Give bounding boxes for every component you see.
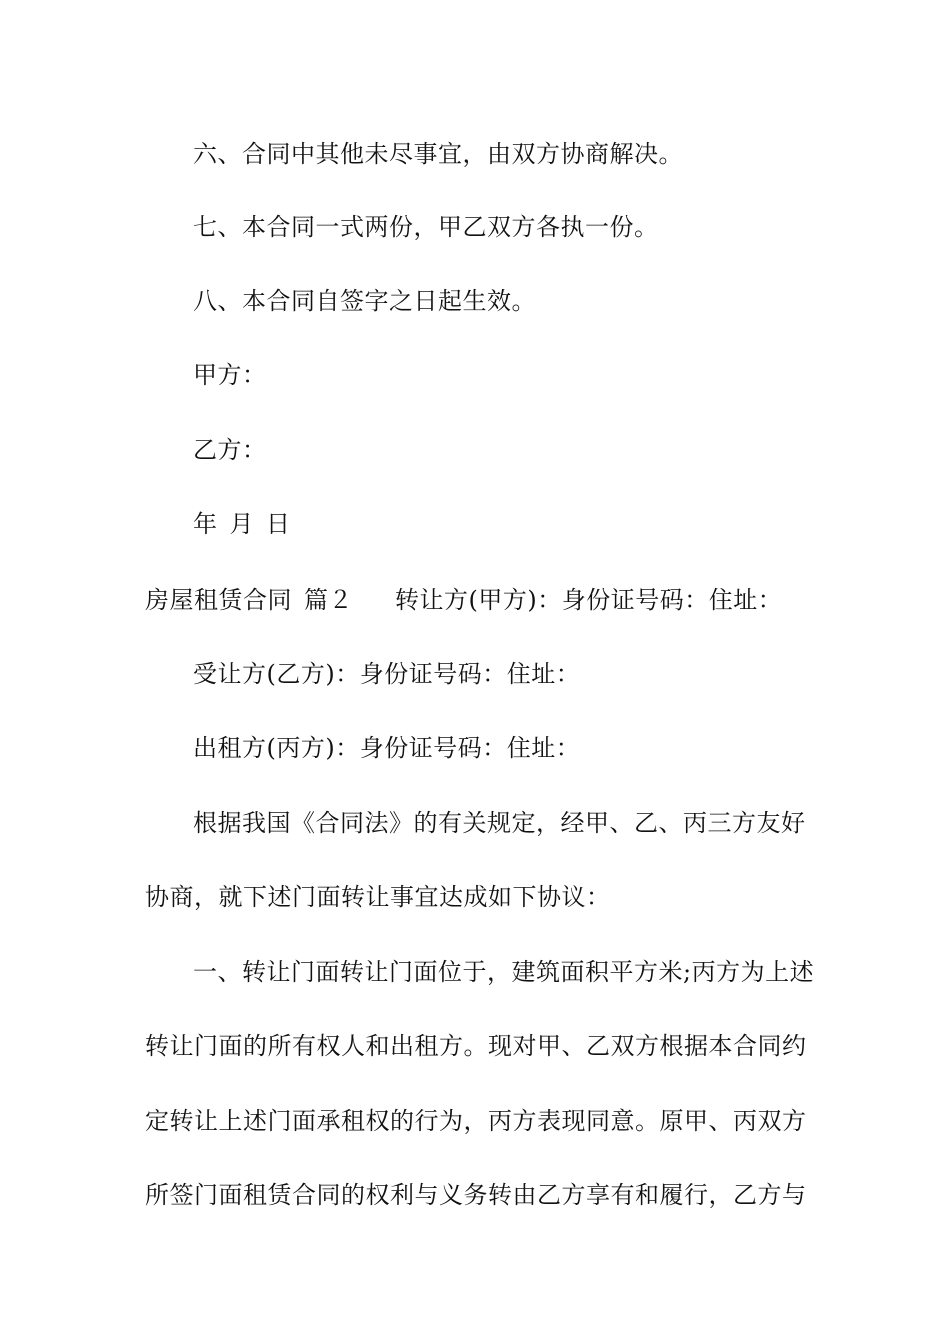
- article-one-line-3: 定转让上述门面承租权的行为，丙方表现同意。原甲、丙双方: [145, 1107, 807, 1135]
- date-day: 日: [266, 510, 291, 538]
- article-one-line-1: 一、转让门面转让门面位于，建筑面积平方米;丙方为上述: [193, 958, 815, 986]
- heading-line: [145, 585, 782, 615]
- lessor-info: 出租方(丙方)：身份证号码：住址：: [193, 734, 581, 762]
- preamble-line-2: 协商，就下述门面转让事宜达成如下协议：: [145, 883, 611, 911]
- preamble-line-1: 根据我国《合同法》的有关规定，经甲、乙、丙三方友好: [193, 809, 806, 837]
- party-a-signature-line: 甲方：: [193, 361, 267, 389]
- article-one-line-2: 转让门面的所有权人和出租方。现对甲、乙双方根据本合同约: [145, 1032, 807, 1060]
- transferor-info: 转让方(甲方)：身份证号码：住址：: [395, 586, 783, 614]
- transferee-info: 受让方(乙方)：身份证号码：住址：: [193, 660, 581, 688]
- clause-eight: 八、本合同自签字之日起生效。: [193, 287, 536, 315]
- section-number: 篇２: [304, 586, 353, 614]
- date-month: 月: [229, 510, 254, 538]
- clause-six: 六、合同中其他未尽事宜，由双方协商解决。: [193, 140, 683, 168]
- date-line: [193, 509, 291, 539]
- article-one-line-4: 所签门面租赁合同的权利与义务转由乙方享有和履行，乙方与: [145, 1181, 807, 1209]
- date-year: 年: [193, 510, 218, 538]
- clause-seven: 七、本合同一式两份，甲乙双方各执一份。: [193, 213, 659, 241]
- party-b-signature-line: 乙方：: [193, 436, 267, 464]
- contract-title: 房屋租赁合同: [145, 586, 292, 614]
